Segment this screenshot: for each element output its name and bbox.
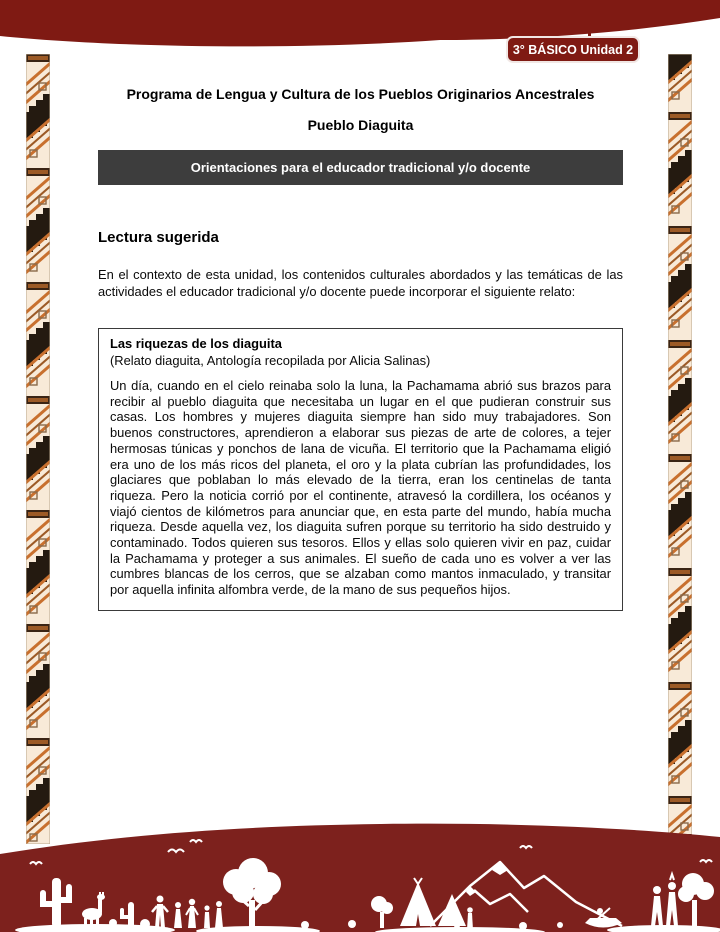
section-heading: Lectura sugerida bbox=[98, 229, 219, 246]
pueblo-title: Pueblo Diaguita bbox=[307, 117, 414, 133]
reading-box bbox=[98, 328, 623, 611]
page-content bbox=[98, 86, 623, 611]
reading-body: Un día, cuando en el cielo reinaba solo la luna, la Pachamama abrió sus brazos para recibir al pueblo diaguita que necesitaba un lugar en el que pudieran construir sus casas. Los hombres y mujeres diaguita siempre han sido muy trabajadores. Son buenos constructores, aprendieron a elaborar sus piezas de arte de colores, a tejer hermosas túnicas y ponchos de lana de vicuña. El territorio que la Pachamama eligió era uno de los más ricos del planeta, el oro y la plata cubrían las profundidades, los glaciares que poblaban lo más elevado de la tierra, eran los centinelas de tanta riqueza. Pero la noticia corrió por el continente, atravesó la cordillera, los océanos y viajó cientos de kilómetros para anunciar que, en esta parte del mundo, había mucha riqueza. Desde aquella vez, los diaguita sufren porque su territorio ha sido destruido y contaminado. Todos quieren sus tesoros. Ellos y ellas solo quieren vivir en paz, cuidar la Pachamama y proteger a sus animales. El sueño de cada uno es volver a ver las cumbres blancas de los cerros, que se alzaban como mantos inmaculado, y transitar por aquella infinita alfombra verde, de la mano de sus pequeños hijos. bbox=[110, 378, 611, 598]
reading-title: Las riquezas de los diaguita bbox=[110, 336, 282, 351]
footer-landscape-art bbox=[0, 820, 720, 932]
diaguita-ornament-right bbox=[668, 54, 692, 844]
diaguita-ornament-left bbox=[26, 54, 50, 844]
orientation-banner-label: Orientaciones para el educador tradicional y/o docente bbox=[190, 160, 531, 175]
unit-badge-label: 3° BÁSICO Unidad 2 bbox=[512, 42, 634, 57]
orientation-banner bbox=[98, 150, 623, 185]
unit-badge bbox=[506, 36, 640, 63]
intro-paragraph: En el contexto de esta unidad, los contenidos culturales abordados y las temáticas de las actividades el educador tradicional y/o docente puede incorporar el siguiente relato: bbox=[98, 267, 623, 299]
program-title: Programa de Lengua y Cultura de los Pueblos Originarios Ancestrales bbox=[126, 86, 595, 102]
reading-attribution: (Relato diaguita, Antología recopilada por Alicia Salinas) bbox=[110, 352, 431, 368]
